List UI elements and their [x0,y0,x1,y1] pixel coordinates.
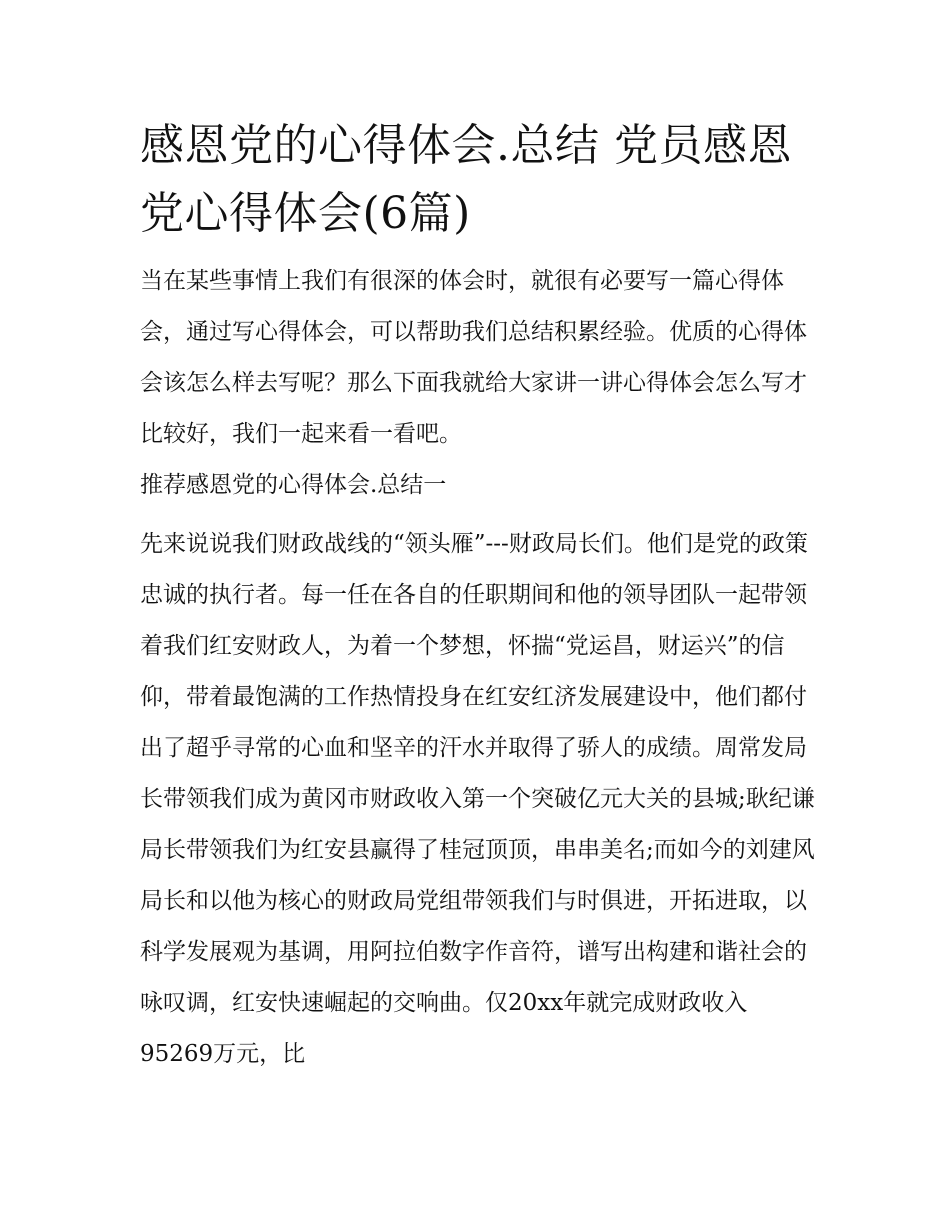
body-paragraph: 先来说说我们财政战线的“领头雁”---财政局长们。他们是党的政策忠诚的执行者。每一任在各自的任职期间和他的领导团队一起带领着我们红安财政人，为着一个梦想，怀揣“党运昌，财运兴”的信仰，带着最饱满的工作热情投身在红安红济发展建设中，他们都付出了超乎寻常的心血和坚辛的汗水并取得了骄人的成绩。周常发局长带领我们成为黄冈市财政收入第一个突破亿元大关的县城;耿纪谦局长带领我们为红安县赢得了桂冠顶顶，串串美名;而如今的刘建风局长和以他为核心的财政局党组带领我们与时俱进，开拓进取，以科学发展观为基调，用阿拉伯数字作音符，谱写出构建和谐社会的咏叹调，红安快速崛起的交响曲。仅20xx年就完成财政收入95269万元，比 [140,531,815,1067]
section-heading: 推荐感恩党的心得体会.总结一 [140,472,447,498]
document-title: 感恩党的心得体会.总结 党员感恩党心得体会(6篇) [140,120,792,239]
document-content [140,112,820,1080]
intro-paragraph: 当在某些事情上我们有很深的体会时，就很有必要写一篇心得体会，通过写心得体会，可以帮助我们总结积累经验。优质的心得体会该怎么样去写呢？那么下面我就给大家讲一讲心得体会怎么写才比较好，我们一起来看一看吧。 [140,268,807,447]
